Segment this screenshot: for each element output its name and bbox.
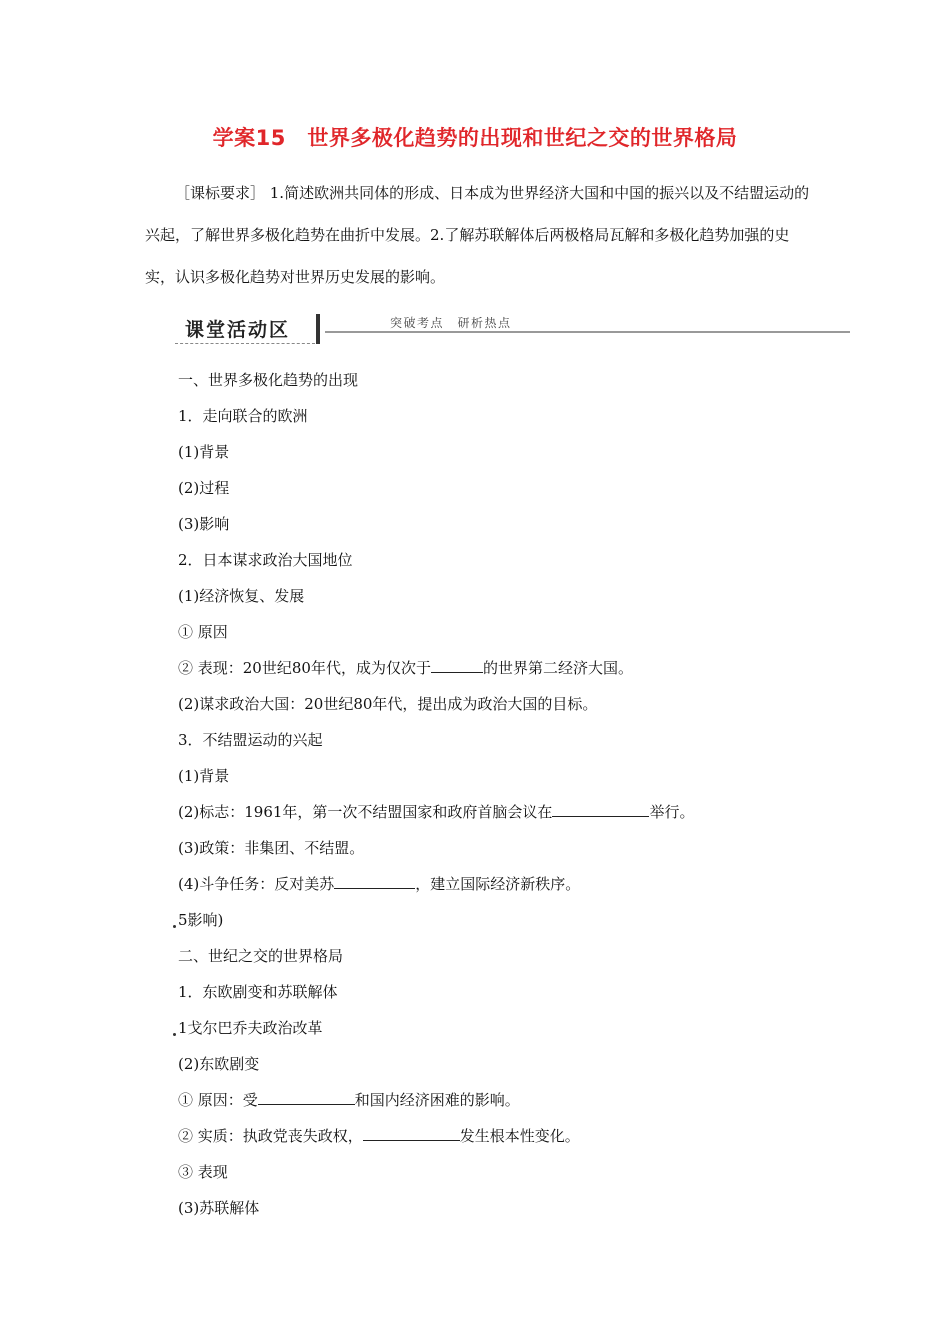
banner-divider-bar [316, 314, 320, 344]
outline-item: (2)东欧剧变 [178, 1055, 260, 1073]
fill-in-suffix: ，建立国际经济新秩序。 [415, 875, 581, 893]
outline-item: (3)影响 [178, 515, 230, 533]
outline-item: 3．不结盟运动的兴起 [178, 731, 323, 749]
fill-in-prefix: ② 表现：20世纪80年代，成为仅次于 [178, 659, 431, 677]
fill-in-item [178, 1086, 828, 1122]
outline-item: (1)经济恢复、发展 [178, 587, 305, 605]
outline-item: (1)背景 [178, 767, 230, 785]
outline-item: (2)过程 [178, 479, 230, 497]
outline-item: (3)苏联解体 [178, 1199, 260, 1217]
fill-in-suffix: 和国内经济困难的影响。 [354, 1091, 520, 1109]
fill-in-item [178, 654, 828, 690]
fill-in-item [178, 798, 828, 834]
outline-item: (2)谋求政治大国：20世纪80年代，提出成为政治大国的目标。 [178, 695, 598, 713]
fill-in-prefix: (4)斗争任务：反对美苏 [178, 875, 335, 893]
fill-in-prefix: (2)标志：1961年，第一次不结盟国家和政府首脑会议在 [178, 803, 553, 821]
outline-item: 2．日本谋求政治大国地位 [178, 551, 353, 569]
section-heading-2: 二、世纪之交的世界格局 [178, 947, 344, 965]
fill-in-prefix: ① 原因：受 [178, 1091, 258, 1109]
fill-in-blank[interactable] [552, 798, 649, 817]
curriculum-requirements: ［课标要求］ 1.简述欧洲共同体的形成、日本成为世界经济大国和中国的振兴以及不结盟运动的兴起，了解世界多极化趋势在曲折中发展。2.了解苏联解体后两极格局瓦解和多极化趋势加强的史实，认识多极化趋势对世界历史发展的影响。 [145, 184, 810, 286]
fill-in-suffix: 举行。 [649, 803, 695, 821]
outline-item: (3)政策：非集团、不结盟。 [178, 839, 365, 857]
stray-dot-mark [173, 1033, 176, 1036]
banner-rule [325, 331, 850, 333]
section-banner [175, 311, 850, 347]
fill-in-suffix: 的世界第二经济大国。 [482, 659, 633, 677]
fill-in-blank[interactable] [431, 654, 483, 673]
section-heading-1: 一、世界多极化趋势的出现 [178, 371, 359, 389]
fill-in-suffix: 发生根本性变化。 [459, 1127, 580, 1145]
outline-item: 1．东欧剧变和苏联解体 [178, 983, 338, 1001]
fill-in-blank[interactable] [334, 870, 415, 889]
fill-in-item [178, 1122, 828, 1158]
fill-in-item [178, 870, 828, 906]
outline-item: 5影响) [178, 911, 224, 929]
outline-content [178, 366, 828, 1230]
document-title: 学案15 世界多极化趋势的出现和世纪之交的世界格局 [212, 126, 738, 150]
fill-in-prefix: ② 实质：执政党丧失政权， [178, 1127, 363, 1145]
outline-item: (1)背景 [178, 443, 230, 461]
banner-box [175, 311, 315, 344]
fill-in-blank[interactable] [258, 1086, 355, 1105]
outline-item: 1．走向联合的欧洲 [178, 407, 308, 425]
stray-dot-mark [173, 925, 176, 928]
banner-subtitle: 突破考点 研析热点 [390, 316, 512, 330]
outline-item: ① 原因 [178, 623, 228, 641]
outline-item: 1戈尔巴乔夫政治改革 [178, 1019, 323, 1037]
fill-in-blank[interactable] [363, 1122, 460, 1141]
banner-title: 课堂活动区 [185, 319, 291, 341]
outline-item: ③ 表现 [178, 1163, 228, 1181]
